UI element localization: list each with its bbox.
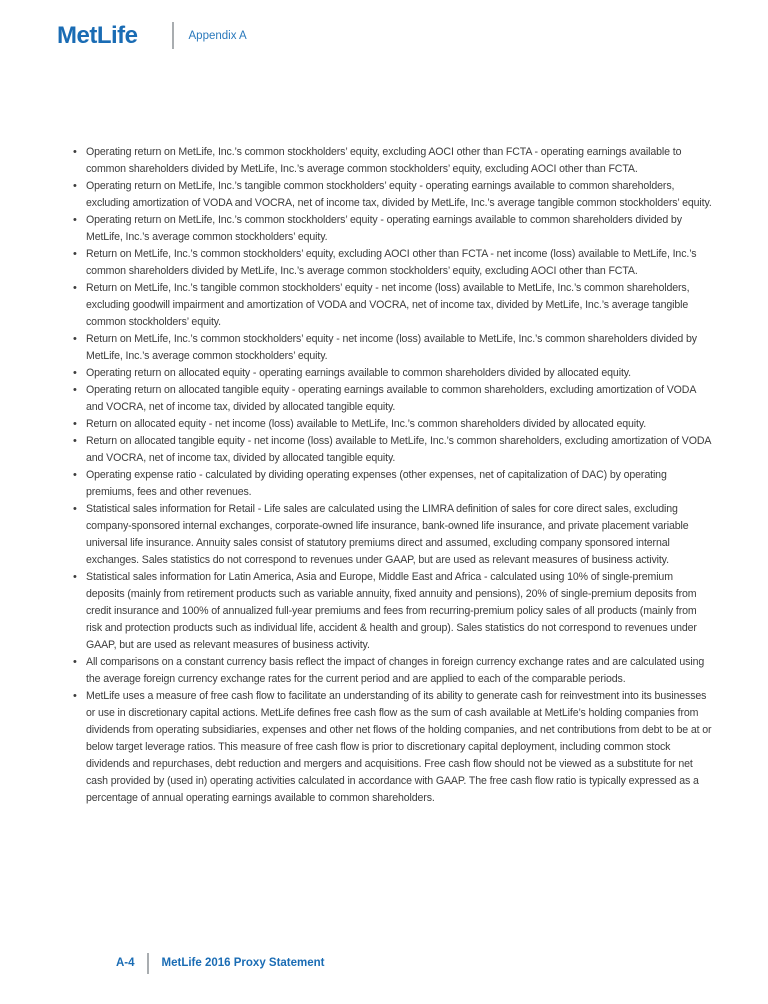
bullet-item-operating-return-common-equity: • Operating return on MetLife, Inc.’s common stockholders’ equity - operating earnings available to common shareholders divided by MetLife, Inc.’s average common stockholders’ equity. xyxy=(73,212,714,246)
page-number: A-4 xyxy=(116,956,135,969)
bullet-item-operating-return-allocated-equity: • Operating return on allocated equity - operating earnings available to common shareholders divided by allocated equity. xyxy=(73,365,714,382)
bullet-item-return-allocated-tangible-equity: • Return on allocated tangible equity - net income (loss) available to MetLife, Inc.’s common shareholders, excluding amortization of VODA and VOCRA, net of income tax, divided by allocated tangible equity. xyxy=(73,433,714,467)
bullet-item-statistical-sales-latam-asia-emea: • Statistical sales information for Latin America, Asia and Europe, Middle East and Africa - calculated using 10% of single-premium deposits (mainly from retirement products such as variable annuity, fixed annuity and pensions), 20% of single-premium deposits from credit insurance and 100% of annualized full-year premiums and fees from recurring-premium policy sales of all products (mainly from risk and protection products such as individual life, accident & health and group). Sales statistics do not correspond to revenues under GAAP, but are used as relevant measures of business activity. xyxy=(73,569,714,654)
footer-doc-title: MetLife 2016 Proxy Statement xyxy=(161,956,325,969)
bullet-item-operating-expense-ratio: • Operating expense ratio - calculated by dividing operating expenses (other expenses, net of capitalization of DAC) by operating premiums, fees and other revenues. xyxy=(73,467,714,501)
bullet-item-return-common-equity: • Return on MetLife, Inc.’s common stockholders’ equity - net income (loss) available to MetLife, Inc.’s common shareholders divided by MetLife, Inc.’s average common stockholders’ equity. xyxy=(73,331,714,365)
bullet-item-statistical-sales-retail: • Statistical sales information for Retail - Life sales are calculated using the LIMRA definition of sales for core direct sales, excluding company-sponsored internal exchanges, corporate-owned life insurance, bank-owned life insurance, and private placement variable universal life insurance. Annuity sales consist of statutory premiums direct and assumed, excluding company sponsored internal exchanges. Sales statistics do not correspond to revenues under GAAP, but are used as relevant measures of business activity. xyxy=(73,501,714,569)
definitions-content xyxy=(73,144,714,807)
bullet-item-free-cash-flow: • MetLife uses a measure of free cash flow to facilitate an understanding of its ability to generate cash for reinvestment into its businesses or use in discretionary capital actions. MetLife defines free cash flow as the sum of cash available at MetLife’s holding companies from dividends from operating subsidiaries, expenses and other net flows of the holding companies, and net contributions from debt to be at or below target leverage ratios. This measure of free cash flow is prior to discretionary capital deployment, including common stock dividends and repurchases, debt reduction and mergers and acquisitions. Free cash flow should not be viewed as a substitute for net cash provided by (used in) operating activities calculated in accordance with GAAP. The free cash flow ratio is typically expressed as a percentage of annual operating earnings available to common shareholders. xyxy=(73,688,714,807)
bullet-item-operating-return-allocated-tangible-equity: • Operating return on allocated tangible equity - operating earnings available to common shareholders, excluding amortization of VODA and VOCRA, net of income tax, divided by allocated tangible equity. xyxy=(73,382,714,416)
definition-bullet-list xyxy=(73,144,714,807)
bullet-item-return-allocated-equity: • Return on allocated equity - net income (loss) available to MetLife, Inc.’s common shareholders divided by allocated equity. xyxy=(73,416,714,433)
header-divider xyxy=(172,22,174,49)
metlife-logo: MetLife xyxy=(57,21,138,49)
bullet-item-constant-currency: • All comparisons on a constant currency basis reflect the impact of changes in foreign currency exchange rates and are calculated using the average foreign currency exchange rates for the current period and are applied to each of the comparable periods. xyxy=(73,654,714,688)
footer-divider xyxy=(147,953,149,974)
bullet-item-return-tangible-common-equity: • Return on MetLife, Inc.’s tangible common stockholders’ equity - net income (loss) available to MetLife, Inc.’s common shareholders, excluding goodwill impairment and amortization of VODA and VOCRA, net of income tax, divided by MetLife, Inc.’s average tangible common stockholders’ equity. xyxy=(73,280,714,331)
appendix-section-label: Appendix A xyxy=(188,29,247,42)
bullet-item-operating-return-common-equity-ex-aoci: • Operating return on MetLife, Inc.’s common stockholders’ equity, excluding AOCI other than FCTA - operating earnings available to common shareholders divided by MetLife, Inc.’s average common stockholders’ equity, excluding AOCI other than FCTA. xyxy=(73,144,714,178)
bullet-item-return-common-equity-ex-aoci: • Return on MetLife, Inc.’s common stockholders’ equity, excluding AOCI other than FCTA - net income (loss) available to MetLife, Inc.’s common shareholders divided by MetLife, Inc.’s average common stockholders’ equity, excluding AOCI other than FCTA. xyxy=(73,246,714,280)
page-header xyxy=(57,22,247,49)
bullet-item-operating-return-tangible-common-equity: • Operating return on MetLife, Inc.’s tangible common stockholders’ equity - operating earnings available to common shareholders, excluding amortization of VODA and VOCRA, net of income tax, divided by MetLife, Inc.’s average tangible common stockholders’ equity. xyxy=(73,178,714,212)
page-footer xyxy=(116,953,325,974)
